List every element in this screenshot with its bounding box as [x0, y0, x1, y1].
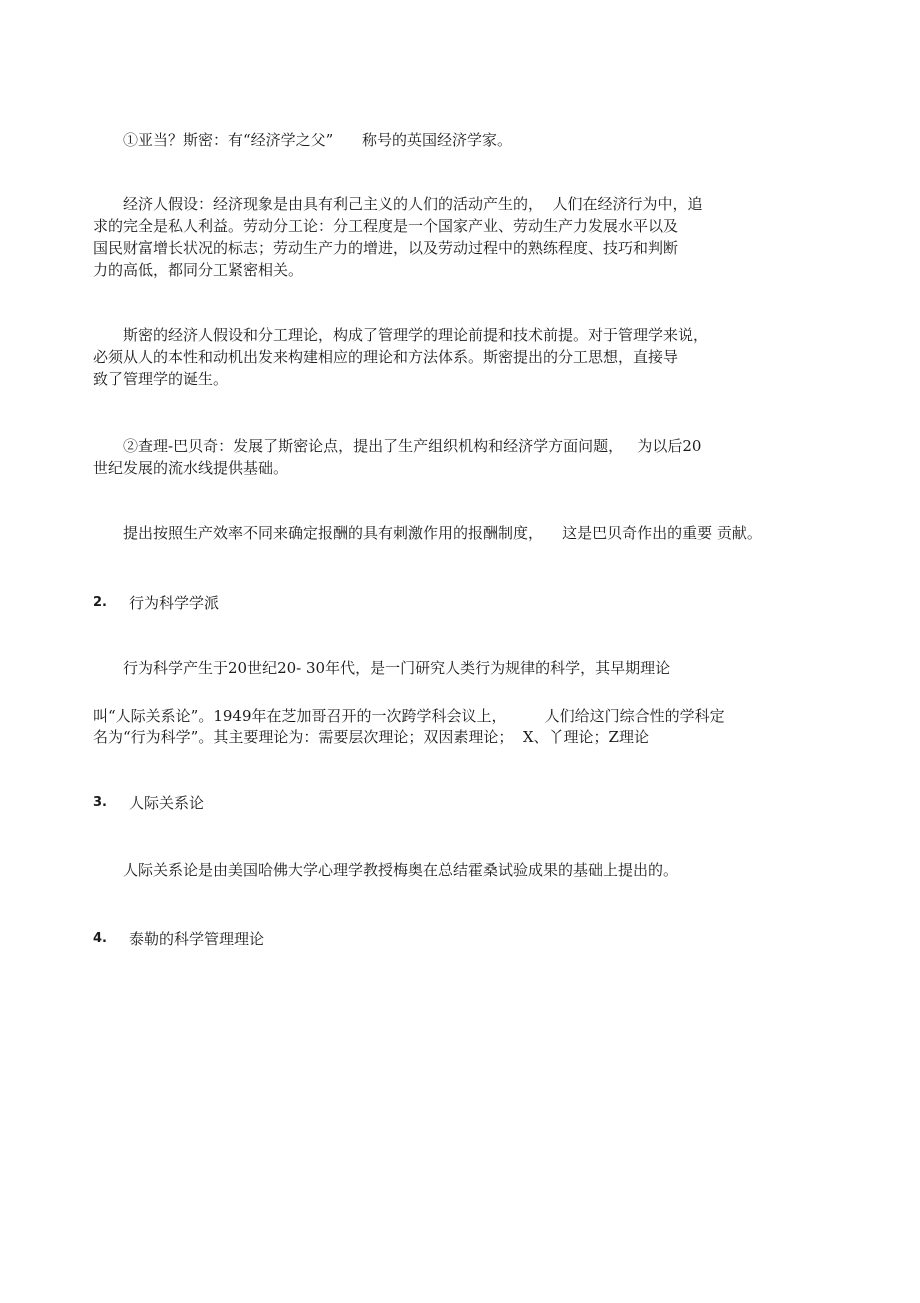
paragraph-economic-man-line: 经济人假设：经济现象是由具有利己主义的人们的活动产生的， 人们在经济行为中，追	[123, 195, 703, 213]
paragraph-smith-theory-line: 必须从人的本性和动机出发来构建相应的理论和方法体系。斯密提出的分工思想，直接导	[93, 348, 679, 366]
section-heading: 行为科学学派	[129, 594, 220, 612]
paragraph-behavioral-naming-line: 叫“人际关系论”。1949年在芝加哥召开的一次跨学科会议上， 人们给这门综合性的学科定	[93, 707, 725, 725]
paragraph-economic-man-line: 力的高低，都同分工紧密相关。	[93, 261, 304, 279]
paragraph-babbage-contribution: 提出按照生产效率不同来确定报酬的具有刺激作用的报酬制度， 这是巴贝奇作出的重要 贡献。	[123, 524, 762, 542]
paragraph-babbage-line: 世纪发展的流水线提供基础。	[93, 459, 289, 477]
paragraph-behavioral-science: 行为科学产生于20世纪20- 30年代，是一门研究人类行为规律的科学，其早期理论	[123, 659, 671, 677]
section-heading: 人际关系论	[129, 794, 205, 812]
section-number: 3.	[93, 795, 107, 810]
paragraph-behavioral-naming-line: 名为“行为科学”。其主要理论为：需要层次理论；双因素理论； X、丫理论；Z理论	[93, 728, 649, 746]
paragraph-economic-man-line: 求的完全是私人利益。劳动分工论：分工程度是一个国家产业、劳动生产力发展水平以及	[93, 217, 679, 235]
section-number: 4.	[93, 931, 107, 946]
paragraph-human-relations: 人际关系论是由美国哈佛大学心理学教授梅奥在总结霍桑试验成果的基础上提出的。	[123, 861, 679, 879]
paragraph-babbage-line: ②查理-巴贝奇：发展了斯密论点，提出了生产组织机构和经济学方面问题， 为以后20	[123, 437, 702, 455]
paragraph-economic-man-line: 国民财富增长状况的标志；劳动生产力的增进，以及劳动过程中的熟练程度、技巧和判断	[93, 239, 679, 257]
paragraph-smith-theory-line: 致了管理学的诞生。	[93, 370, 229, 388]
section-heading: 泰勒的科学管理理论	[129, 930, 265, 948]
paragraph-smith-theory-line: 斯密的经济人假设和分工理论，构成了管理学的理论前提和技术前提。对于管理学来说，	[123, 326, 709, 344]
section-number: 2.	[93, 595, 107, 610]
paragraph-smith-intro: ①亚当？斯密：有“经济学之父” 称号的英国经济学家。	[123, 131, 512, 149]
